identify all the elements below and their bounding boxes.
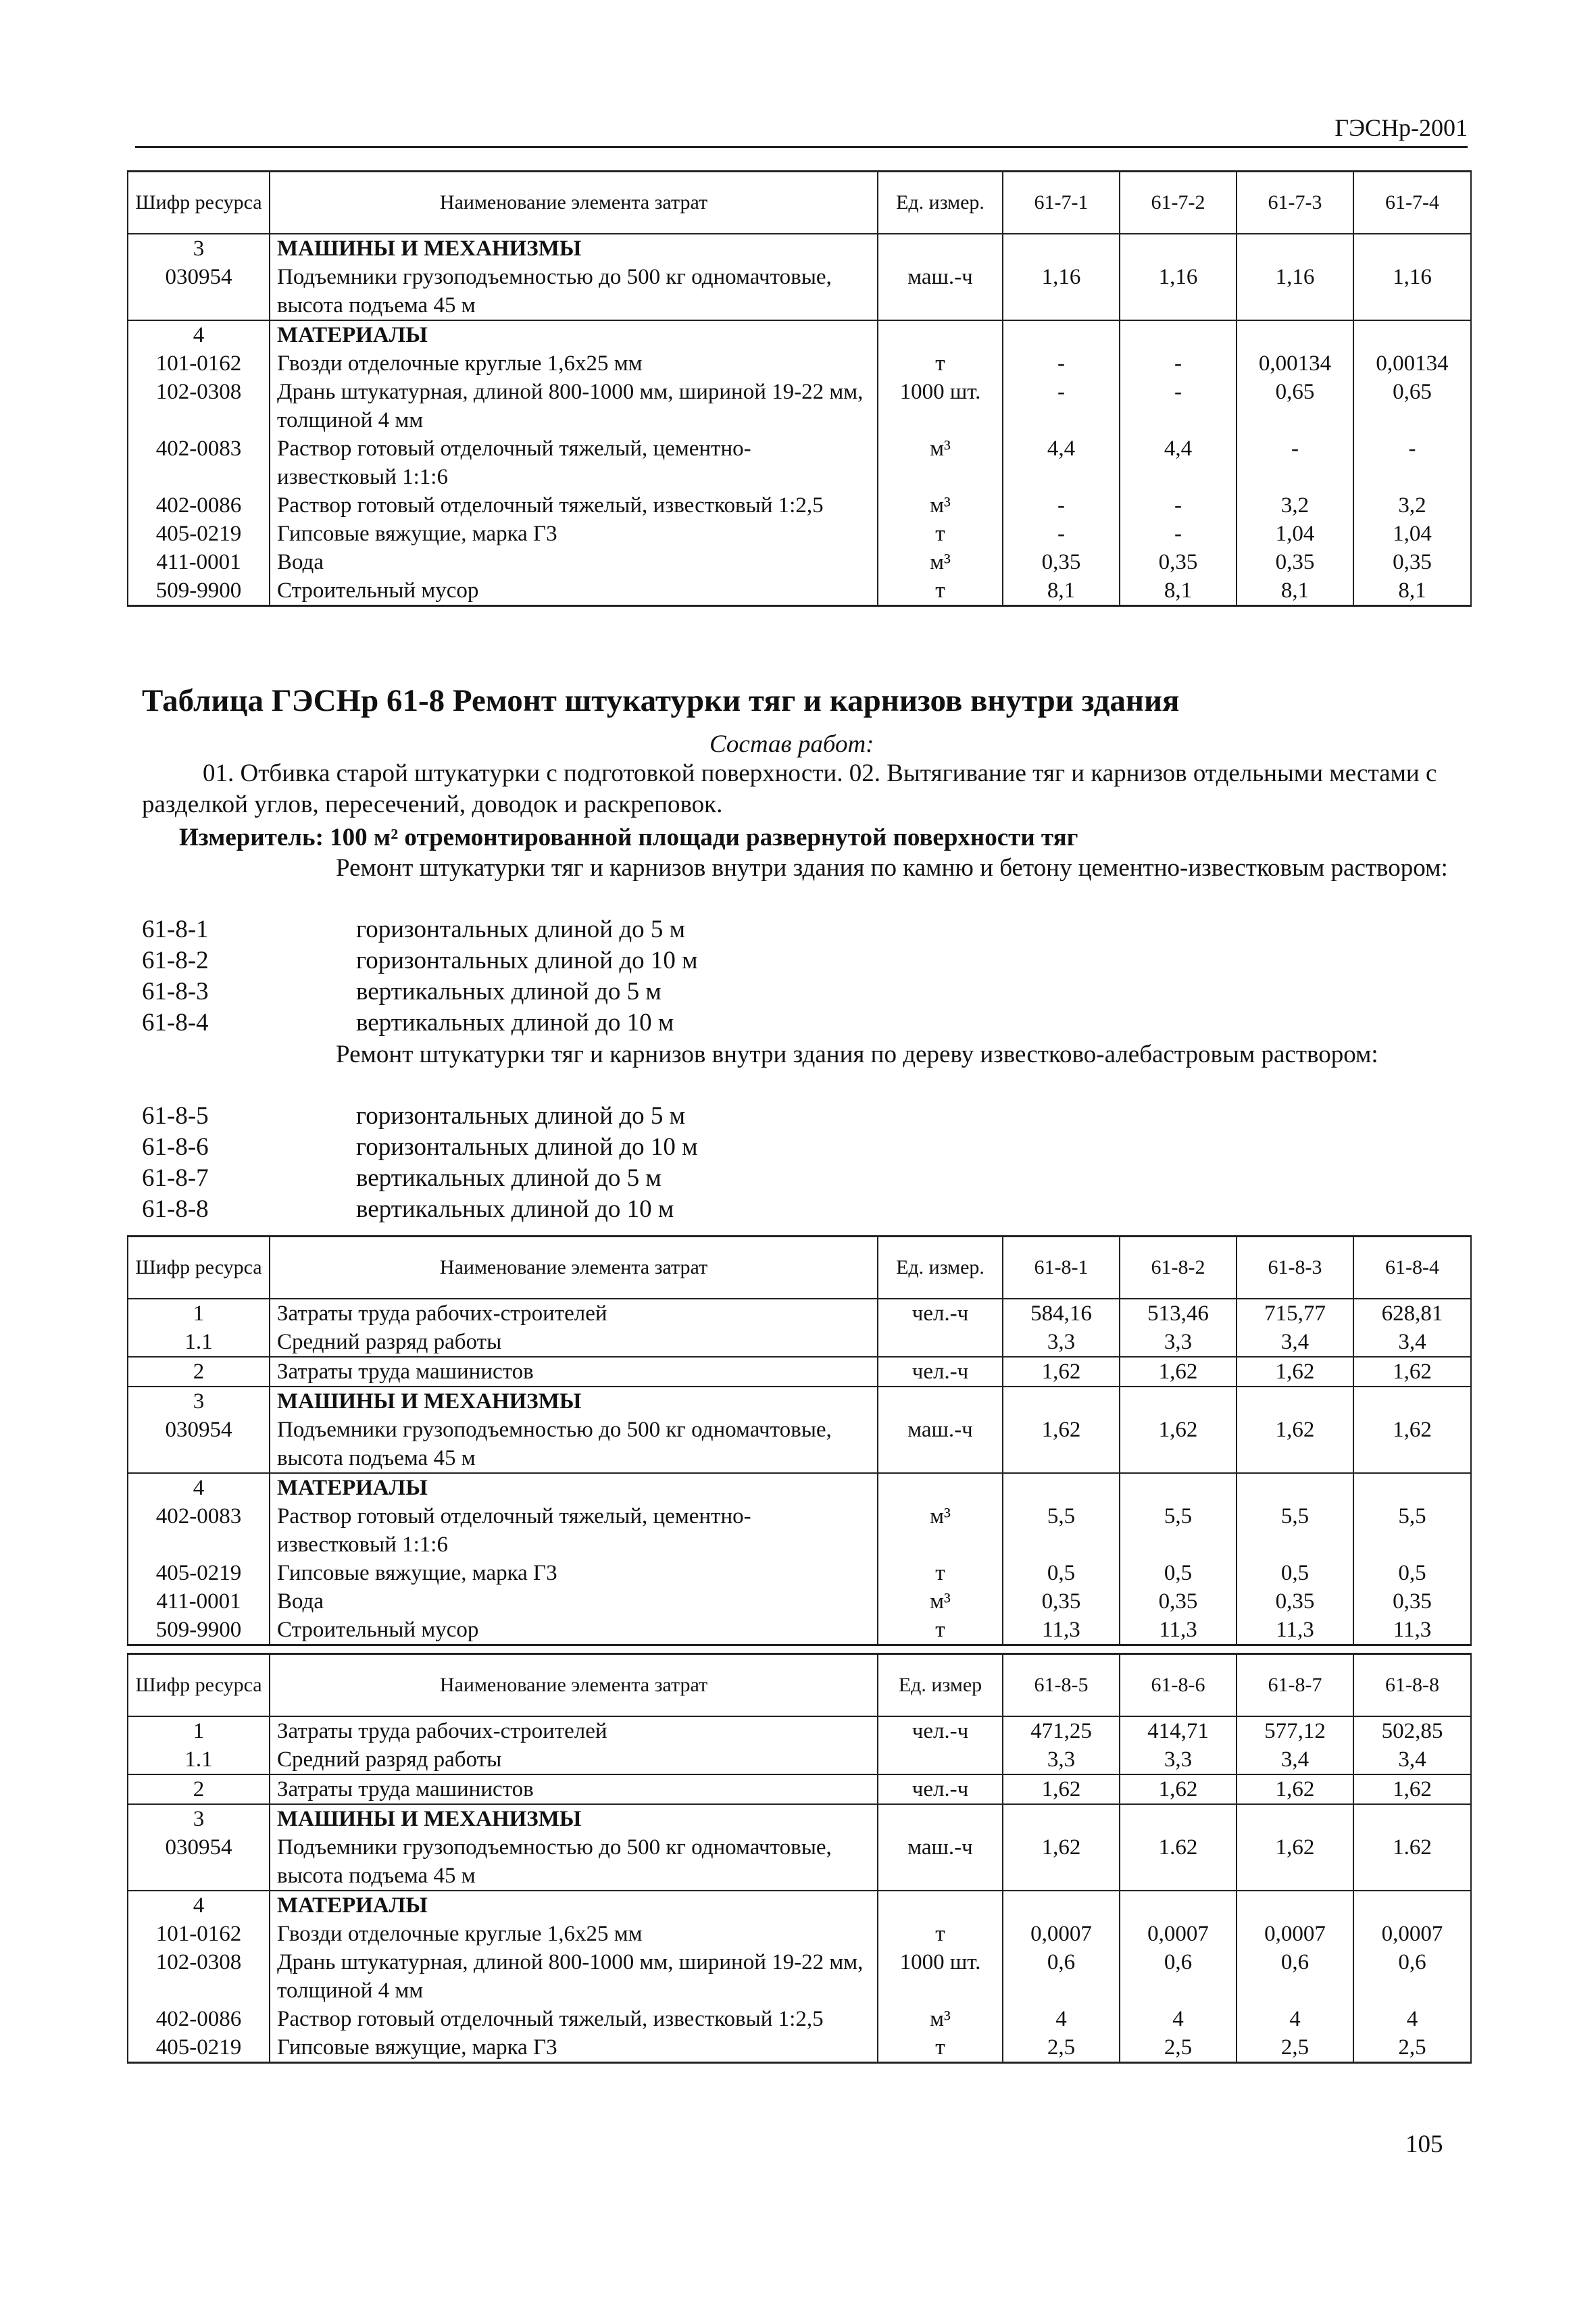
norm-value: -: [1120, 378, 1237, 434]
group-heading-1: Ремонт штукатурки тяг и карнизов внутри здания по камню и бетону цементно-известковым раствором:: [336, 854, 1448, 882]
resource-code: 402-0083: [128, 1502, 270, 1559]
table-row: [128, 1948, 1471, 2005]
norm-value: 0,0007: [1353, 1920, 1471, 1948]
norm-value: 4: [1237, 2005, 1353, 2033]
resource-code: 405-0219: [128, 1559, 270, 1587]
section-title: МАШИНЫ И МЕХАНИЗМЫ: [270, 1387, 878, 1416]
item-name: горизонтальных длиной до 10 м: [356, 1133, 698, 1161]
norm-value: 1.62: [1120, 1833, 1237, 1891]
resource-name: Затраты труда рабочих-строителей: [270, 1716, 878, 1745]
resource-name: Строительный мусор: [270, 1616, 878, 1645]
col-header-norm: 61-8-7: [1237, 1654, 1353, 1717]
norm-value: 0,0007: [1237, 1920, 1353, 1948]
section-code: 4: [128, 1891, 270, 1920]
table-row: [128, 2033, 1471, 2063]
item-code: 61-8-4: [142, 1009, 209, 1037]
empty-cell: [1003, 1891, 1120, 1920]
empty-cell: [1120, 234, 1237, 263]
norm-value: -: [1353, 434, 1471, 491]
norm-value: -: [1003, 520, 1120, 548]
col-header-norm: 61-8-6: [1120, 1654, 1237, 1717]
col-header-norm: 61-7-2: [1120, 172, 1237, 234]
resource-unit: [878, 1328, 1003, 1357]
header-rule: [135, 146, 1468, 148]
resource-code: 1: [128, 1299, 270, 1328]
table-row: [128, 1559, 1471, 1587]
resource-code: 1.1: [128, 1745, 270, 1774]
col-header-unit: Ед. измер.: [878, 172, 1003, 234]
resource-unit: маш.-ч: [878, 1833, 1003, 1891]
col-header-name: Наименование элемента затрат: [270, 1237, 878, 1299]
item-name: вертикальных длиной до 10 м: [356, 1195, 674, 1223]
norm-value: -: [1003, 378, 1120, 434]
norm-value: 8,1: [1003, 576, 1120, 606]
resource-table-61-8-b: [127, 1653, 1472, 2064]
col-header-norm: 61-8-2: [1120, 1237, 1237, 1299]
norm-value: 11,3: [1353, 1616, 1471, 1645]
resource-code: 102-0308: [128, 1948, 270, 2005]
col-header-norm: 61-8-3: [1237, 1237, 1353, 1299]
section-row: [128, 234, 1471, 263]
resource-code: 402-0083: [128, 434, 270, 491]
norm-value: 5,5: [1237, 1502, 1353, 1559]
item-name: вертикальных длиной до 5 м: [356, 978, 662, 1005]
norm-value: 0,35: [1003, 1587, 1120, 1616]
resource-unit: т: [878, 1559, 1003, 1587]
resource-name: Гвозди отделочные круглые 1,6х25 мм: [270, 349, 878, 378]
empty-cell: [1237, 1891, 1353, 1920]
norm-value: 1,16: [1237, 263, 1353, 320]
norm-value: 4: [1120, 2005, 1237, 2033]
table-row: [128, 1745, 1471, 1774]
header-row: [128, 1237, 1471, 1299]
norm-value: 3,3: [1120, 1328, 1237, 1357]
resource-name: Подъемники грузоподъемностью до 500 кг одномачтовые, высота подъема 45 м: [270, 1833, 878, 1891]
norm-value: 5,5: [1003, 1502, 1120, 1559]
table-row: [128, 2005, 1471, 2033]
norm-value: -: [1120, 349, 1237, 378]
norm-value: 0,35: [1353, 1587, 1471, 1616]
item-code: 61-8-3: [142, 978, 209, 1005]
col-header-norm: 61-8-1: [1003, 1237, 1120, 1299]
empty-cell: [878, 320, 1003, 349]
resource-name: Затраты труда рабочих-строителей: [270, 1299, 878, 1328]
norm-value: 11,3: [1237, 1616, 1353, 1645]
norm-value: 8,1: [1120, 576, 1237, 606]
section-title: Таблица ГЭСНр 61-8 Ремонт штукатурки тяг и карнизов внутри здания: [142, 683, 1180, 718]
resource-code: 509-9900: [128, 576, 270, 606]
resource-code: 030954: [128, 263, 270, 320]
section-title: МАШИНЫ И МЕХАНИЗМЫ: [270, 234, 878, 263]
resource-unit: т: [878, 1616, 1003, 1645]
norm-value: 2,5: [1003, 2033, 1120, 2063]
resource-unit: т: [878, 576, 1003, 606]
table-row: [128, 1833, 1471, 1891]
resource-unit: т: [878, 1920, 1003, 1948]
norm-value: 0,6: [1237, 1948, 1353, 2005]
norm-value: 11,3: [1120, 1616, 1237, 1645]
norm-value: 0,65: [1353, 378, 1471, 434]
resource-name: Средний разряд работы: [270, 1328, 878, 1357]
table-row: [128, 1502, 1471, 1559]
resource-name: Строительный мусор: [270, 576, 878, 606]
norm-value: 0,6: [1353, 1948, 1471, 2005]
section-title: МАШИНЫ И МЕХАНИЗМЫ: [270, 1804, 878, 1833]
resource-name: Гвозди отделочные круглые 1,6х25 мм: [270, 1920, 878, 1948]
norm-value: 3,4: [1237, 1328, 1353, 1357]
resource-unit: м³: [878, 1587, 1003, 1616]
resource-name: Подъемники грузоподъемностью до 500 кг одномачтовые, высота подъема 45 м: [270, 263, 878, 320]
table-row: [128, 1416, 1471, 1473]
section-row: [128, 1804, 1471, 1833]
header-row: [128, 172, 1471, 234]
section-row: [128, 1387, 1471, 1416]
resource-unit: т: [878, 349, 1003, 378]
norm-value: -: [1120, 520, 1237, 548]
col-header-norm: 61-8-8: [1353, 1654, 1471, 1717]
resource-name: Вода: [270, 548, 878, 576]
col-header-unit: Ед. измер: [878, 1654, 1003, 1717]
col-header-code: Шифр ресурса: [128, 1654, 270, 1717]
resource-name: Раствор готовый отделочный тяжелый, цементно-известковый 1:1:6: [270, 434, 878, 491]
col-header-norm: 61-7-3: [1237, 172, 1353, 234]
norm-value: 584,16: [1003, 1299, 1120, 1328]
resource-unit: м³: [878, 1502, 1003, 1559]
empty-cell: [1003, 320, 1120, 349]
resource-name: Гипсовые вяжущие, марка Г3: [270, 520, 878, 548]
empty-cell: [1120, 320, 1237, 349]
norm-value: 1,16: [1003, 263, 1120, 320]
empty-cell: [1120, 1804, 1237, 1833]
norm-value: 4,4: [1120, 434, 1237, 491]
table-row: [128, 491, 1471, 520]
item-name: горизонтальных длиной до 10 м: [356, 947, 698, 974]
resource-unit: т: [878, 2033, 1003, 2063]
norm-value: 577,12: [1237, 1716, 1353, 1745]
empty-cell: [878, 234, 1003, 263]
norm-value: 0,35: [1120, 548, 1237, 576]
resource-unit: т: [878, 520, 1003, 548]
resource-name: Гипсовые вяжущие, марка Г3: [270, 1559, 878, 1587]
norm-value: 4,4: [1003, 434, 1120, 491]
norm-value: 1,16: [1120, 263, 1237, 320]
section-title: МАТЕРИАЛЫ: [270, 320, 878, 349]
norm-value: 1,62: [1237, 1774, 1353, 1804]
empty-cell: [1120, 1473, 1237, 1502]
norm-value: 8,1: [1237, 576, 1353, 606]
resource-unit: 1000 шт.: [878, 1948, 1003, 2005]
section-title: МАТЕРИАЛЫ: [270, 1891, 878, 1920]
empty-cell: [878, 1473, 1003, 1502]
resource-code: 2: [128, 1774, 270, 1804]
resource-code: 402-0086: [128, 2005, 270, 2033]
empty-cell: [1237, 1804, 1353, 1833]
resource-code: 411-0001: [128, 1587, 270, 1616]
section-code: 4: [128, 320, 270, 349]
table-row: [128, 520, 1471, 548]
norm-value: -: [1003, 349, 1120, 378]
resource-name: Дрань штукатурная, длиной 800-1000 мм, шириной 19-22 мм, толщиной 4 мм: [270, 1948, 878, 2005]
norm-value: 1,62: [1237, 1833, 1353, 1891]
resource-name: Затраты труда машинистов: [270, 1357, 878, 1387]
sostav-label: Состав работ:: [709, 730, 874, 758]
col-header-norm: 61-8-4: [1353, 1237, 1471, 1299]
norm-value: 513,46: [1120, 1299, 1237, 1328]
norm-value: 0,5: [1237, 1559, 1353, 1587]
resource-unit: чел.-ч: [878, 1299, 1003, 1328]
table-row: [128, 1299, 1471, 1328]
empty-cell: [878, 1804, 1003, 1833]
resource-unit: м³: [878, 491, 1003, 520]
norm-value: 4: [1003, 2005, 1120, 2033]
empty-cell: [1120, 1387, 1237, 1416]
table-row: [128, 548, 1471, 576]
norm-value: 628,81: [1353, 1299, 1471, 1328]
norm-value: 0,35: [1003, 548, 1120, 576]
norm-value: 3,2: [1237, 491, 1353, 520]
section-row: [128, 320, 1471, 349]
empty-cell: [878, 1891, 1003, 1920]
norm-value: 5,5: [1353, 1502, 1471, 1559]
item-name: горизонтальных длиной до 5 м: [356, 1102, 686, 1130]
item-code: 61-8-7: [142, 1164, 209, 1192]
section-title: МАТЕРИАЛЫ: [270, 1473, 878, 1502]
table-row: [128, 576, 1471, 606]
norm-value: -: [1237, 434, 1353, 491]
col-header-norm: 61-8-5: [1003, 1654, 1120, 1717]
group-heading-2: Ремонт штукатурки тяг и карнизов внутри здания по дереву известково-алебастровым раствором:: [336, 1041, 1378, 1068]
norm-value: 1,62: [1353, 1774, 1471, 1804]
resource-code: 405-0219: [128, 2033, 270, 2063]
empty-cell: [1237, 1473, 1353, 1502]
norm-value: 1,62: [1120, 1416, 1237, 1473]
item-name: вертикальных длиной до 10 м: [356, 1009, 674, 1037]
table-row: [128, 1328, 1471, 1357]
norm-value: 0,6: [1120, 1948, 1237, 2005]
resource-unit: чел.-ч: [878, 1357, 1003, 1387]
resource-code: 402-0086: [128, 491, 270, 520]
norm-value: 2,5: [1120, 2033, 1237, 2063]
norm-value: 1,62: [1003, 1774, 1120, 1804]
resource-code: 102-0308: [128, 378, 270, 434]
norm-value: 0,35: [1353, 548, 1471, 576]
resource-unit: м³: [878, 548, 1003, 576]
norm-value: 0,5: [1003, 1559, 1120, 1587]
norm-value: 0,35: [1237, 1587, 1353, 1616]
resource-name: Раствор готовый отделочный тяжелый, известковый 1:2,5: [270, 2005, 878, 2033]
norm-value: 3,4: [1353, 1745, 1471, 1774]
empty-cell: [1120, 1891, 1237, 1920]
col-header-norm: 61-7-4: [1353, 172, 1471, 234]
norm-value: 2,5: [1237, 2033, 1353, 2063]
norm-value: 1,04: [1353, 520, 1471, 548]
norm-value: 0,0007: [1003, 1920, 1120, 1948]
norm-value: 3,3: [1003, 1328, 1120, 1357]
norm-value: 11,3: [1003, 1616, 1120, 1645]
item-code: 61-8-1: [142, 916, 209, 943]
resource-unit: м³: [878, 2005, 1003, 2033]
page-number: 105: [1405, 2131, 1443, 2158]
norm-value: 2,5: [1353, 2033, 1471, 2063]
resource-name: Подъемники грузоподъемностью до 500 кг одномачтовые, высота подъема 45 м: [270, 1416, 878, 1473]
work-description: 01. Отбивка старой штукатурки с подготовкой поверхности. 02. Вытягивание тяг и карнизов отдельными местами с разделкой углов, пересечений, доводок и раскреповок.: [142, 760, 1437, 818]
table-row: [128, 378, 1471, 434]
resource-name: Дрань штукатурная, длиной 800-1000 мм, шириной 19-22 мм, толщиной 4 мм: [270, 378, 878, 434]
norm-value: 8,1: [1353, 576, 1471, 606]
resource-code: 030954: [128, 1416, 270, 1473]
empty-cell: [1237, 1387, 1353, 1416]
resource-name: Средний разряд работы: [270, 1745, 878, 1774]
table-row: [128, 1920, 1471, 1948]
resource-unit: м³: [878, 434, 1003, 491]
norm-value: 0,00134: [1353, 349, 1471, 378]
resource-code: 509-9900: [128, 1616, 270, 1645]
norm-value: 4: [1353, 2005, 1471, 2033]
resource-name: Раствор готовый отделочный тяжелый, цементно-известковый 1:1:6: [270, 1502, 878, 1559]
resource-name: Затраты труда машинистов: [270, 1774, 878, 1804]
resource-code: 030954: [128, 1833, 270, 1891]
norm-value: 0,6: [1003, 1948, 1120, 2005]
table-row: [128, 349, 1471, 378]
table-row: [128, 1587, 1471, 1616]
norm-value: 1,62: [1237, 1416, 1353, 1473]
norm-value: -: [1003, 491, 1120, 520]
norm-value: 1,16: [1353, 263, 1471, 320]
resource-table-61-8-a: [127, 1235, 1472, 1646]
col-header-name: Наименование элемента затрат: [270, 172, 878, 234]
resource-name: Гипсовые вяжущие, марка Г3: [270, 2033, 878, 2063]
section-code: 3: [128, 1387, 270, 1416]
norm-value: 5,5: [1120, 1502, 1237, 1559]
norm-value: 471,25: [1003, 1716, 1120, 1745]
norm-value: 1,62: [1120, 1774, 1237, 1804]
col-header-code: Шифр ресурса: [128, 172, 270, 234]
item-code: 61-8-2: [142, 947, 209, 974]
empty-cell: [878, 1387, 1003, 1416]
norm-value: 0,35: [1120, 1587, 1237, 1616]
empty-cell: [1353, 1387, 1471, 1416]
resource-unit: маш.-ч: [878, 263, 1003, 320]
col-header-unit: Ед. измер.: [878, 1237, 1003, 1299]
empty-cell: [1353, 1473, 1471, 1502]
empty-cell: [1003, 1473, 1120, 1502]
empty-cell: [1003, 1804, 1120, 1833]
table-row: [128, 1716, 1471, 1745]
empty-cell: [1353, 1891, 1471, 1920]
norm-value: 3,3: [1120, 1745, 1237, 1774]
resource-name: Раствор готовый отделочный тяжелый, известковый 1:2,5: [270, 491, 878, 520]
col-header-norm: 61-7-1: [1003, 172, 1120, 234]
resource-code: 1: [128, 1716, 270, 1745]
col-header-name: Наименование элемента затрат: [270, 1654, 878, 1717]
norm-value: 3,3: [1003, 1745, 1120, 1774]
norm-value: 0,65: [1237, 378, 1353, 434]
item-code: 61-8-8: [142, 1195, 209, 1223]
norm-value: 715,77: [1237, 1299, 1353, 1328]
norm-value: -: [1120, 491, 1237, 520]
resource-code: 411-0001: [128, 548, 270, 576]
norm-value: 1,62: [1003, 1416, 1120, 1473]
doc-code: ГЭСНр-2001: [1335, 114, 1468, 141]
norm-value: 0,00134: [1237, 349, 1353, 378]
resource-code: 405-0219: [128, 520, 270, 548]
norm-value: 502,85: [1353, 1716, 1471, 1745]
empty-cell: [1003, 1387, 1120, 1416]
empty-cell: [1237, 320, 1353, 349]
section-row: [128, 1891, 1471, 1920]
resource-name: Вода: [270, 1587, 878, 1616]
norm-value: 0,0007: [1120, 1920, 1237, 1948]
empty-cell: [1353, 1804, 1471, 1833]
norm-value: 0,35: [1237, 548, 1353, 576]
resource-table-61-7: [127, 170, 1472, 607]
col-header-code: Шифр ресурса: [128, 1237, 270, 1299]
measure-unit: Измеритель: 100 м² отремонтированной площади развернутой поверхности тяг: [179, 824, 1078, 851]
resource-unit: 1000 шт.: [878, 378, 1003, 434]
resource-unit: чел.-ч: [878, 1774, 1003, 1804]
norm-value: 1,62: [1003, 1833, 1120, 1891]
norm-value: 0,5: [1353, 1559, 1471, 1587]
table-row: [128, 1357, 1471, 1387]
resource-unit: маш.-ч: [878, 1416, 1003, 1473]
resource-code: 2: [128, 1357, 270, 1387]
resource-code: 101-0162: [128, 1920, 270, 1948]
item-name: вертикальных длиной до 5 м: [356, 1164, 662, 1192]
resource-code: 101-0162: [128, 349, 270, 378]
section-code: 3: [128, 1804, 270, 1833]
section-code: 3: [128, 234, 270, 263]
norm-value: 414,71: [1120, 1716, 1237, 1745]
resource-unit: [878, 1745, 1003, 1774]
section-code: 4: [128, 1473, 270, 1502]
norm-value: 1.62: [1353, 1833, 1471, 1891]
empty-cell: [1353, 320, 1471, 349]
norm-value: 1,62: [1003, 1357, 1120, 1387]
norm-value: 1,62: [1353, 1416, 1471, 1473]
header-row: [128, 1654, 1471, 1717]
resource-unit: чел.-ч: [878, 1716, 1003, 1745]
norm-value: 1,62: [1353, 1357, 1471, 1387]
item-name: горизонтальных длиной до 5 м: [356, 916, 686, 943]
norm-value: 3,2: [1353, 491, 1471, 520]
norm-value: 3,4: [1237, 1745, 1353, 1774]
table-row: [128, 263, 1471, 320]
resource-code: 1.1: [128, 1328, 270, 1357]
section-row: [128, 1473, 1471, 1502]
norm-value: 1,62: [1237, 1357, 1353, 1387]
norm-value: 0,5: [1120, 1559, 1237, 1587]
table-row: [128, 1616, 1471, 1645]
empty-cell: [1003, 234, 1120, 263]
norm-value: 3,4: [1353, 1328, 1471, 1357]
item-code: 61-8-5: [142, 1102, 209, 1130]
norm-value: 1,04: [1237, 520, 1353, 548]
table-row: [128, 434, 1471, 491]
empty-cell: [1237, 234, 1353, 263]
norm-value: 1,62: [1120, 1357, 1237, 1387]
table-row: [128, 1774, 1471, 1804]
item-code: 61-8-6: [142, 1133, 209, 1161]
empty-cell: [1353, 234, 1471, 263]
